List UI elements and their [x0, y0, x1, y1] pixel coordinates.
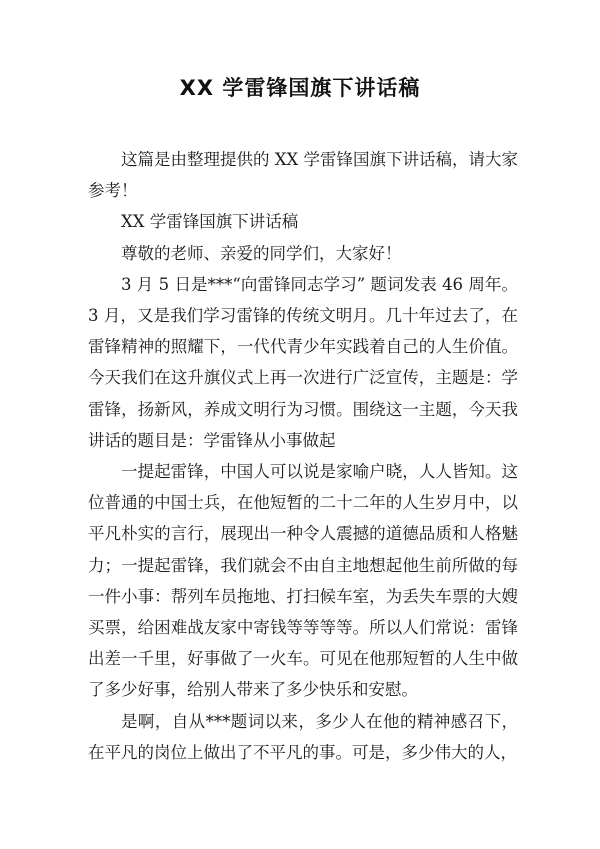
document-body — [88, 144, 518, 768]
greeting-paragraph: 尊敬的老师、亲爱的同学们，大家好！ — [121, 243, 402, 263]
intro-paragraph: 这篇是由整理提供的 XX 学雷锋国旗下讲话稿，请大家参考！ — [88, 150, 518, 201]
body-paragraph: 3 月 5 日是***“向雷锋同志学习” 题词发表 46 周年。3 月，又是我们学习雷锋的传统文明月。几十年过去了，在雷锋精神的照耀下，一代代青少年实践着自己的人生价值。今天我们在这升旗仪式上再一次进行广泛宣传，主题是：学雷锋，扬新风，养成文明行为习惯。围绕这一主题，今天我讲话的题目是：学雷锋从小事做起 — [88, 274, 518, 450]
body-paragraph: 一提起雷锋，中国人可以说是家喻户晓，人人皆知。这位普通的中国士兵，在他短暂的二十二年的人生岁月中，以平凡朴实的言行，展现出一种令人震撼的道德品质和人格魅力；一提起雷锋，我们就会不由自主地想起他生前所做的每一件小事：帮列车员拖地、打扫候车室，为丢失车票的大嫂买票，给困难战友家中寄钱等等等等。所以人们常说：雷锋出差一千里，好事做了一火车。可见在他那短暂的人生中做了多少好事，给别人带来了多少快乐和安慰。 — [88, 462, 518, 700]
body-paragraph: 是啊，自从***题词以来，多少人在他的精神感召下，在平凡的岗位上做出了不平凡的事。可是，多少伟大的人， — [88, 711, 518, 762]
subtitle-paragraph: XX 学雷锋国旗下讲话稿 — [121, 212, 299, 232]
document-title: XX 学雷锋国旗下讲话稿 — [179, 76, 421, 100]
